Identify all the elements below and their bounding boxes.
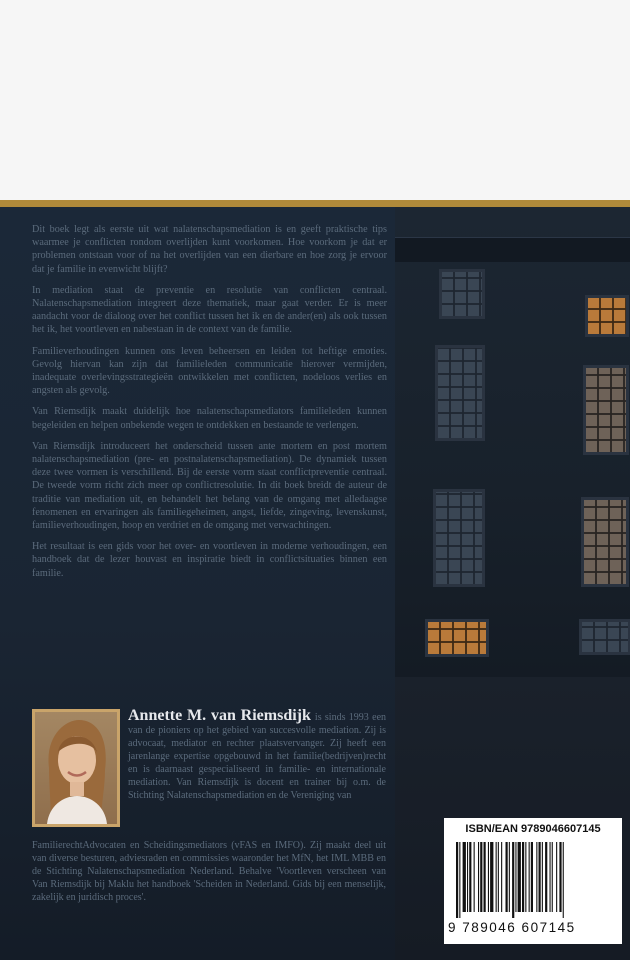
building-roof [395,237,630,262]
barcode-digits: 9 789046 607145 [448,920,576,935]
description-paragraph: Van Riemsdijk introduceert het onderscheid tussen ante mortem en post mortem nalatenschapsmediation (pre- en postnalatenschapsmediation). De dynamiek tussen deze twee vormen is verschillend. Bij de eerste vorm staat conflictpreventie centraal. De tweede vorm richt zich meer op conflictresolutie. In dit boek breidt de auteur de traditie van mediation uit, en behandelt het belang van de omgang met alledaagse fenomenen en ervaringen als familiegeheimen, angst, liefde, zingeving, levenskunst, familieverhoudingen, hoop en verdriet en de omgang met verwachtingen. [32,440,387,532]
barcode-icon [456,842,610,918]
description-paragraph: Van Riemsdijk maakt duidelijk hoe nalatenschapsmediators familieleden kunnen begeleiden en helpen onbekende wegen te ontdekken en bestaande te verlengen. [32,406,387,431]
author-photo [32,709,120,827]
building-window [579,619,630,655]
description-paragraph: Het resultaat is een gids voor het over- en voortleven in moderne verhoudingen, een handboek dat de lezer houvast en inspiratie biedt in conflictsituaties binnen een familie. [32,541,387,579]
isbn-label: ISBN/EAN 9789046607145 [465,823,601,835]
building-window-lit [583,365,629,455]
building-window [439,269,485,319]
building-window-lit [581,497,629,587]
building-window [435,345,485,441]
building-window-lit [425,619,489,657]
author-bio-text: is sinds 1993 een van de pioniers op het gebied van succesvolle mediation. Zij is advocaat, mediator en rechter plaatsvervanger. Zij heeft een jarenlange expertise opgebouwd in het familie(bedrijven)recht en is daarnaast gespecialiseerd in familie- en internationale mediation. Van Riemsdijk is docent en trainer bij o.m. de Stichting Nalatenschapsmediation en de Vereniging van [128,712,387,801]
author-name: Annette M. van Riemsdijk [128,707,311,724]
description-paragraph: Familieverhoudingen kunnen ons leven beheersen en leiden tot heftige emoties. Gevolg hiervan kan zijn dat familieleden communicatie hierover vermijden, inadequate overlevingsstrategieën ontwikkelen met conflicten, nodeloos verlies en angsten als gevolg. [32,345,387,397]
description-paragraph: Dit boek legt als eerste uit wat nalatenschapsmediation is en geeft praktische tips waarmee je conflicten rondom overlijden kunt voorkomen. Hoe voorkom je dat er problemen ontstaan voor of na het overlijden van een dierbare en hoe zorg je ervoor dat je familie in evenwicht blijft? [32,224,387,275]
author-bio [128,709,386,802]
building-window [433,489,485,587]
blank-page-area [0,0,630,200]
author-portrait-icon [35,712,117,824]
description-paragraph: In mediation staat de preventie en resolutie van conflicten centraal. Nalatenschapsmediation integreert deze thematiek, maar gaat verder. Er is meer aandacht voor de dialoog over het conflict tussen het ik en de ander(en) als ook tussen het ik, het voortleven en nabestaan in de context van de familie. [32,284,387,336]
building-photo [395,207,630,677]
gold-accent-strip [0,200,630,207]
book-description [32,223,387,588]
isbn-barcode-label [444,818,622,944]
building-window-lit [585,295,629,337]
author-bio-continued: FamilierechtAdvocaten en Scheidingsmediators (vFAS en IMFO). Zij maakt deel uit van diverse besturen, adviesraden en commissies waaronder het MfN, het IML MBB en de Stichting Nalatenschapsmediation Nederland. Behalve 'Voortleven verscheen van Van Riemsdijk bij Maklu het handboek 'Scheiden in Nederland. Gids bij een menselijk, zakelijk en juridisch proces'. [32,840,386,903]
